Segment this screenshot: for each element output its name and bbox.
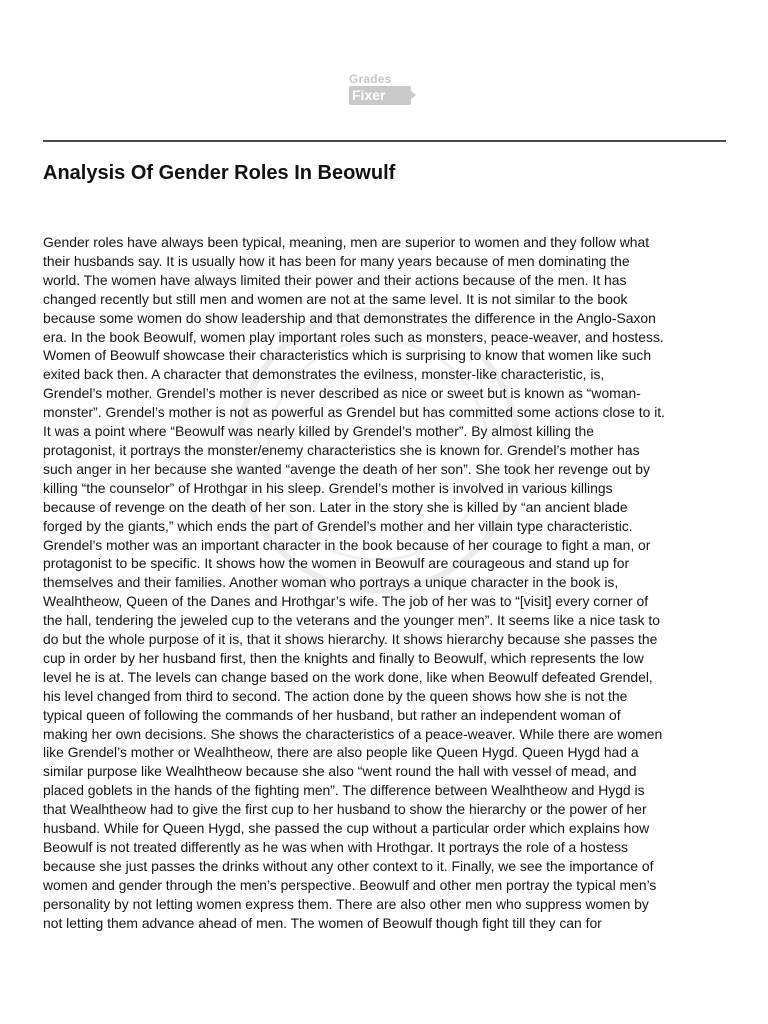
logo-box-text: Fixer [352,87,386,103]
body-text-line: protagonist, it portrays the monster/enemy characteristics she is known for. Grendel’s mother has [43,441,640,458]
body-text-line: Gender roles have always been typical, meaning, men are superior to women and they follow what [43,234,650,250]
body-text-line: women and gender through the men’s perspective. Beowulf and other men portray the typical men’s [43,876,657,893]
body-text-line: monster”. Grendel’s mother is not as powerful as Grendel but has committed some actions close to it. [43,404,666,421]
body-text-line: because she just passes the drinks without any other context to it. Finally, we see the importance of [43,857,654,874]
body-text-line: cup in order by her husband first, then the knights and finally to Beowulf, which represents the low [43,649,644,666]
logo-box [349,86,411,105]
body-text-line: Women of Beowulf showcase their characteristics which is surprising to know that women like such [43,347,652,364]
body-text-line: level he is at. The levels can change based on the work done, like when Beowulf defeated Grendel, [43,668,653,685]
body-text-line: typical queen of following the commands of her husband, but rather an independent woman of [43,706,621,723]
body-text-line: that Wealhtheow had to give the first cup to her husband to show the hierarchy or the power of her [43,801,647,818]
body-text-line: such anger in her because she wanted “avenge the death of her son”. She took her revenge out by [43,460,650,477]
logo-top-text: Grades [349,72,392,86]
gradesfixer-logo [349,72,421,108]
body-text-line: because some women do show leadership and that demonstrates the difference in the Anglo-Saxon [43,309,656,326]
body-text-line: themselves and their families. Another woman who portrays a unique character in the book is, [43,574,619,591]
body-text-line: Beowulf is not treated differently as he was when with Hrothgar. It portrays the role of a hostess [43,839,629,855]
document-body [43,233,733,933]
body-text-line: exited back then. A character that demonstrates the evilness, monster-like characteristic, is, [43,366,605,383]
body-text-line: like Grendel’s mother or Wealhtheow, there are also people like Queen Hygd. Queen Hygd had a [43,744,639,761]
body-text-line: Grendel’s mother. Grendel’s mother is never described as nice or sweet but is known as “woman- [43,385,641,402]
body-text-line: era. In the book Beowulf, women play important roles such as monsters, peace-weaver, and hostess. [43,328,664,345]
body-text-line: making her own decisions. She shows the characteristics of a peace-weaver. While there are women [43,725,663,742]
body-text-line: because of revenge on the death of her son. Later in the story she is killed by “an ancient blade [43,498,628,515]
body-text-line: husband. While for Queen Hygd, she passed the cup without a particular order which explains how [43,820,650,837]
body-text-line: world. The women have always limited their power and their actions because of the men. It has [43,271,627,288]
body-text-line: changed recently but still men and women are not at the same level. It is not similar to the book [43,290,628,307]
header-divider [43,140,726,142]
body-text-line: similar purpose like Wealhtheow because she also “went round the hall with vessel of mead, and [43,763,637,780]
logo-arrow-icon [411,91,416,99]
body-text-line: not letting them advance ahead of men. The women of Beowulf though fight till they can for [43,914,602,931]
body-text-line: the hall, tendering the jeweled cup to the veterans and the younger men”. It seems like a nice task to [43,612,660,629]
document-title: Analysis Of Gender Roles In Beowulf [43,162,396,184]
body-text-line: do but the whole purpose of it is, that it shows hierarchy. It shows hierarchy because she passes the [43,631,658,648]
body-text-line: personality by not letting women express them. There are also other men who suppress women by [43,895,649,912]
body-text-line: killing “the counselor” of Hrothgar in his sleep. Grendel’s mother is involved in various killings [43,479,613,496]
body-text-line: Grendel’s mother was an important character in the book because of her courage to fight a man, or [43,536,651,553]
body-text-line: his level changed from third to second. The action done by the queen shows how she is not the [43,687,628,704]
body-text-line: their husbands say. It is usually how it has been for many years because of men dominating the [43,252,630,269]
body-text-line: It was a point where “Beowulf was nearly killed by Grendel’s mother”. By almost killing the [43,423,594,440]
body-text-line: Wealhtheow, Queen of the Danes and Hrothgar’s wife. The job of her was to “[visit] every corner of [43,593,649,610]
body-text-line: placed goblets in the hands of the fighting men”. The difference between Wealhtheow and Hygd is [43,782,645,799]
body-text-line: protagonist to be specific. It shows how the women in Beowulf are courageous and stand up for [43,555,630,572]
body-text-line: forged by the giants,” which ends the part of Grendel’s mother and her villain type characteristic. [43,517,633,534]
